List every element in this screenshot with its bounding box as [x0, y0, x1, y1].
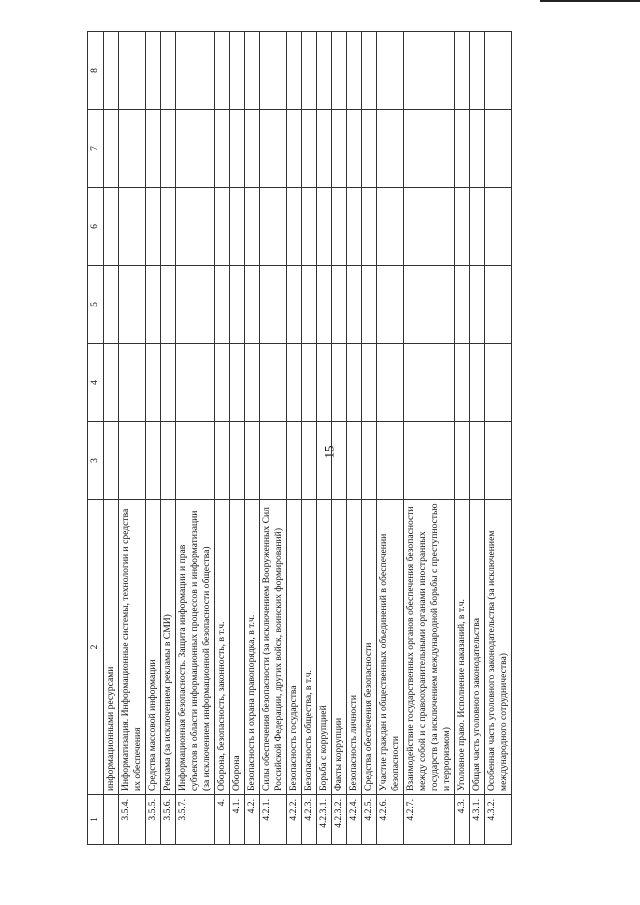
empty-cell	[469, 422, 484, 500]
table-row	[331, 32, 346, 845]
row-number: 3.5.5.	[145, 795, 160, 845]
row-title: Безопасность личности	[346, 500, 361, 795]
row-title: Борьба с коррупцией	[316, 500, 331, 795]
empty-cell	[118, 32, 145, 110]
empty-cell	[301, 344, 316, 422]
empty-cell	[469, 110, 484, 188]
empty-cell	[104, 110, 119, 188]
empty-cell	[361, 266, 376, 344]
row-title: Уголовное право. Исполнение наказаний, в т.ч.	[454, 500, 469, 795]
empty-cell	[376, 344, 403, 422]
top-rule	[540, 0, 640, 2]
header-cell: 8	[88, 32, 104, 110]
empty-cell	[286, 422, 301, 500]
empty-cell	[403, 32, 454, 110]
row-title: Информатизация. Информационные системы, технологии и средства их обеспечения	[118, 500, 145, 795]
header-cell: 3	[88, 422, 104, 500]
row-title: Факты коррупции	[331, 500, 346, 795]
empty-cell	[286, 32, 301, 110]
empty-cell	[316, 422, 331, 500]
empty-cell	[145, 32, 160, 110]
table-row	[214, 32, 229, 845]
row-title: Безопасность общества, в т.ч.	[301, 500, 316, 795]
empty-cell	[118, 344, 145, 422]
row-number: 3.5.4.	[118, 795, 145, 845]
empty-cell	[316, 188, 331, 266]
row-number	[104, 795, 119, 845]
header-cell: 1	[88, 795, 104, 845]
empty-cell	[484, 188, 511, 266]
row-number: 4.2.2.	[286, 795, 301, 845]
empty-cell	[175, 188, 214, 266]
row-title: Особенная часть уголовного законодательства (за исключением международного сотрудничества)	[484, 500, 511, 795]
empty-cell	[259, 110, 286, 188]
empty-cell	[244, 344, 259, 422]
empty-cell	[118, 422, 145, 500]
row-number: 4.	[214, 795, 229, 845]
empty-cell	[361, 32, 376, 110]
empty-cell	[346, 188, 361, 266]
header-cell: 6	[88, 188, 104, 266]
empty-cell	[403, 188, 454, 266]
empty-cell	[484, 110, 511, 188]
rotated-table-wrapper	[87, 31, 609, 845]
empty-cell	[316, 32, 331, 110]
empty-cell	[403, 110, 454, 188]
empty-cell	[376, 422, 403, 500]
empty-cell	[361, 344, 376, 422]
empty-cell	[118, 110, 145, 188]
empty-cell	[346, 266, 361, 344]
table-row	[244, 32, 259, 845]
empty-cell	[160, 344, 175, 422]
row-number: 4.2.	[244, 795, 259, 845]
empty-cell	[454, 344, 469, 422]
row-number: 4.2.3.	[301, 795, 316, 845]
empty-cell	[346, 344, 361, 422]
empty-cell	[361, 422, 376, 500]
empty-cell	[160, 422, 175, 500]
page-number-text: 15	[321, 445, 336, 459]
row-number: 4.2.4.	[346, 795, 361, 845]
empty-cell	[214, 344, 229, 422]
empty-cell	[316, 266, 331, 344]
empty-cell	[286, 344, 301, 422]
table-row	[229, 32, 244, 845]
empty-cell	[104, 344, 119, 422]
row-number: 4.3.	[454, 795, 469, 845]
table-row	[469, 32, 484, 845]
header-row	[88, 32, 104, 845]
table-row	[118, 32, 145, 845]
empty-cell	[214, 110, 229, 188]
empty-cell	[259, 422, 286, 500]
empty-cell	[145, 188, 160, 266]
table-row	[175, 32, 214, 845]
row-title: Информационная безопасность. Защита информации и прав субъектов в области информационных процессов и информатизации (за исключением информационной безопасности общества)	[175, 500, 214, 795]
empty-cell	[376, 188, 403, 266]
row-title: Реклама (за исключением рекламы в СМИ)	[160, 500, 175, 795]
table-row	[259, 32, 286, 845]
empty-cell	[316, 110, 331, 188]
empty-cell	[331, 266, 346, 344]
empty-cell	[259, 188, 286, 266]
empty-cell	[175, 344, 214, 422]
header-cell: 5	[88, 266, 104, 344]
empty-cell	[454, 32, 469, 110]
empty-cell	[145, 422, 160, 500]
empty-cell	[160, 110, 175, 188]
empty-cell	[301, 32, 316, 110]
empty-cell	[331, 422, 346, 500]
row-number: 4.1.	[229, 795, 244, 845]
row-number: 4.2.3.2.	[331, 795, 346, 845]
empty-cell	[376, 32, 403, 110]
empty-cell	[229, 32, 244, 110]
empty-cell	[259, 344, 286, 422]
row-title: Участие граждан и общественных объединений в обеспечении безопасности	[376, 500, 403, 795]
table-row	[145, 32, 160, 845]
empty-cell	[244, 422, 259, 500]
empty-cell	[244, 32, 259, 110]
empty-cell	[346, 110, 361, 188]
row-number: 4.3.2.	[484, 795, 511, 845]
row-title: Безопасность государства	[286, 500, 301, 795]
table-row	[403, 32, 454, 845]
classification-table	[87, 31, 512, 845]
row-title: Оборона	[229, 500, 244, 795]
table-row	[346, 32, 361, 845]
row-number: 4.2.6.	[376, 795, 403, 845]
empty-cell	[175, 110, 214, 188]
empty-cell	[214, 32, 229, 110]
row-number: 4.3.1.	[469, 795, 484, 845]
empty-cell	[244, 266, 259, 344]
empty-cell	[331, 110, 346, 188]
empty-cell	[331, 32, 346, 110]
empty-cell	[160, 266, 175, 344]
empty-cell	[160, 188, 175, 266]
empty-cell	[286, 188, 301, 266]
empty-cell	[145, 266, 160, 344]
empty-cell	[361, 110, 376, 188]
empty-cell	[214, 422, 229, 500]
empty-cell	[484, 266, 511, 344]
empty-cell	[346, 32, 361, 110]
empty-cell	[454, 188, 469, 266]
row-number: 4.2.3.1.	[316, 795, 331, 845]
empty-cell	[175, 422, 214, 500]
row-title: Общая часть уголовного законодательства	[469, 500, 484, 795]
empty-cell	[175, 266, 214, 344]
empty-cell	[469, 344, 484, 422]
empty-cell	[104, 422, 119, 500]
empty-cell	[361, 188, 376, 266]
empty-cell	[403, 344, 454, 422]
empty-cell	[259, 32, 286, 110]
empty-cell	[454, 110, 469, 188]
row-title: Взаимодействие государственных органов обеспечения безопасности между собой и с правоохранительными органами иностранных государств (за исключением международной борьбы с преступностью и терроризмом)	[403, 500, 454, 795]
empty-cell	[175, 32, 214, 110]
empty-cell	[160, 32, 175, 110]
table-row	[160, 32, 175, 845]
empty-cell	[104, 266, 119, 344]
empty-cell	[301, 110, 316, 188]
empty-cell	[118, 188, 145, 266]
row-title: Средства массовой информации	[145, 500, 160, 795]
row-title: Оборона, безопасность, законность, в т.ч.	[214, 500, 229, 795]
empty-cell	[244, 110, 259, 188]
empty-cell	[286, 110, 301, 188]
row-title: Силы обеспечения безопасности (за исключением Вооруженных Сил Российской Федерации, других войск, воинских формирований)	[259, 500, 286, 795]
table-row	[454, 32, 469, 845]
empty-cell	[469, 32, 484, 110]
empty-cell	[403, 266, 454, 344]
table-row	[301, 32, 316, 845]
row-title: информационными ресурсами	[104, 500, 119, 795]
row-number: 4.2.5.	[361, 795, 376, 845]
row-title: Безопасность и охрана правопорядка, в т.ч.	[244, 500, 259, 795]
row-number: 4.2.1.	[259, 795, 286, 845]
empty-cell	[229, 266, 244, 344]
empty-cell	[376, 266, 403, 344]
empty-cell	[454, 266, 469, 344]
table-row	[104, 32, 119, 845]
empty-cell	[301, 188, 316, 266]
empty-cell	[229, 422, 244, 500]
header-cell: 4	[88, 344, 104, 422]
empty-cell	[229, 110, 244, 188]
empty-cell	[403, 422, 454, 500]
empty-cell	[286, 266, 301, 344]
empty-cell	[484, 422, 511, 500]
empty-cell	[454, 422, 469, 500]
empty-cell	[301, 422, 316, 500]
empty-cell	[331, 344, 346, 422]
empty-cell	[104, 188, 119, 266]
row-number: 3.5.6.	[160, 795, 175, 845]
empty-cell	[469, 188, 484, 266]
empty-cell	[145, 110, 160, 188]
empty-cell	[376, 110, 403, 188]
empty-cell	[484, 344, 511, 422]
empty-cell	[229, 344, 244, 422]
empty-cell	[244, 188, 259, 266]
empty-cell	[331, 188, 346, 266]
empty-cell	[301, 266, 316, 344]
empty-cell	[346, 422, 361, 500]
empty-cell	[316, 344, 331, 422]
row-number: 4.2.7.	[403, 795, 454, 845]
table-row	[316, 32, 331, 845]
empty-cell	[214, 266, 229, 344]
empty-cell	[469, 266, 484, 344]
table-row	[376, 32, 403, 845]
header-cell: 7	[88, 110, 104, 188]
empty-cell	[214, 188, 229, 266]
table-row	[361, 32, 376, 845]
empty-cell	[484, 32, 511, 110]
empty-cell	[229, 188, 244, 266]
empty-cell	[145, 344, 160, 422]
empty-cell	[104, 32, 119, 110]
empty-cell	[259, 266, 286, 344]
table-body	[104, 32, 512, 845]
table-row	[484, 32, 511, 845]
row-number: 3.5.7.	[175, 795, 214, 845]
header-cell: 2	[88, 500, 104, 795]
empty-cell	[118, 266, 145, 344]
table-row	[286, 32, 301, 845]
row-title: Средства обеспечения безопасности	[361, 500, 376, 795]
